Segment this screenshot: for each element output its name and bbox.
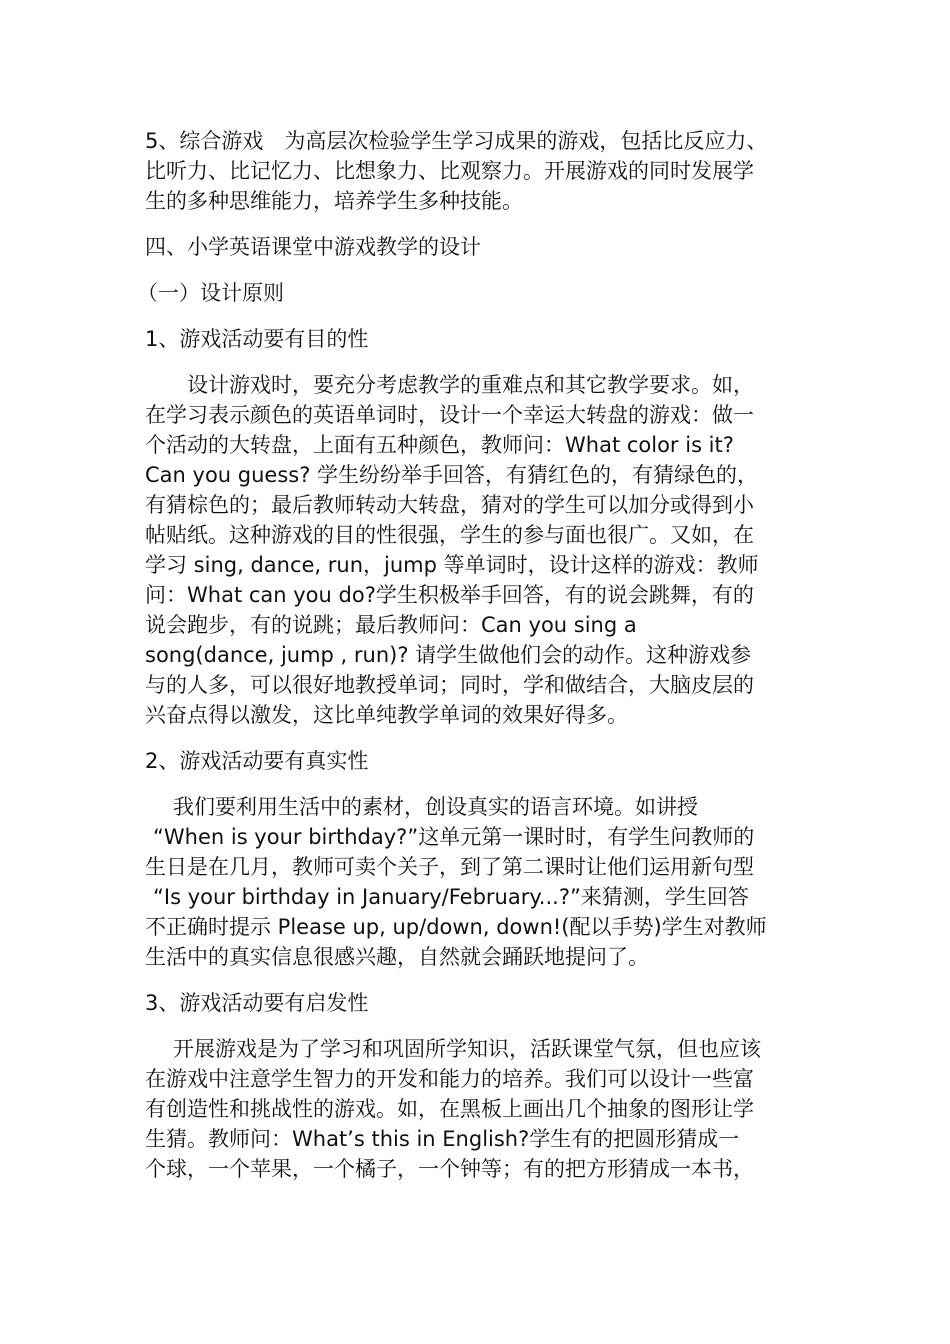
section-four-heading: 四、小学英语课堂中游戏教学的设计 (145, 235, 481, 259)
text-line: 比听力、比记忆力、比想象力、比观察力。开展游戏的同时发展学 (145, 159, 754, 183)
text-line: song(dance, jump , run)? 请学生做他们会的动作。这种游戏参 (145, 643, 752, 667)
text-line: “Is your birthday in January/February...?”来猜测，学生回答 (153, 885, 749, 909)
principle-1-heading: 1、游戏活动要有目的性 (145, 327, 369, 351)
text-line: 我们要利用生活中的素材，创设真实的语言环境。如讲授 (173, 795, 698, 819)
text-line: 设计游戏时，要充分考虑教学的重难点和其它教学要求。如， (187, 373, 754, 397)
text-line: 个球，一个苹果，一个橘子，一个钟等；有的把方形猜成一本书， (145, 1157, 754, 1181)
paragraph-principle-3 (145, 1034, 809, 1184)
text-line: 生日是在几月，教师可卖个关子，到了第二课时让他们运用新句型 (145, 855, 754, 879)
principle-3-heading: 3、游戏活动要有启发性 (145, 991, 369, 1015)
subsection-one-heading: （一）设计原则 (137, 281, 284, 305)
document-page (137, 126, 809, 1184)
text-line: 与的人多，可以很好地教授单词；同时，学和做结合，大脑皮层的 (145, 673, 754, 697)
text-line: 帖贴纸。这种游戏的目的性很强，学生的参与面也很广。又如，在 (145, 523, 754, 547)
text-line: 生活中的真实信息很感兴趣，自然就会踊跃地提问了。 (145, 945, 649, 969)
text-line: 不正确时提示 Please up, up/down, down!(配以手势)学生对教师 (145, 915, 767, 939)
text-line: 在学习表示颜色的英语单词时，设计一个幸运大转盘的游戏：做一 (145, 403, 754, 427)
paragraph-game-5 (145, 126, 809, 216)
text-line: 兴奋点得以激发，这比单纯教学单词的效果好得多。 (145, 703, 628, 727)
text-line: 生猜。教师问：What’s this in English?学生有的把圆形猜成一 (145, 1127, 740, 1151)
text-line: 有创造性和挑战性的游戏。如，在黑板上画出几个抽象的图形让学 (145, 1097, 754, 1121)
text-line: 在游戏中注意学生智力的开发和能力的培养。我们可以设计一些富 (145, 1067, 754, 1091)
text-line: 个活动的大转盘，上面有五种颜色，教师问：What color is it? (145, 433, 734, 457)
paragraph-principle-1 (145, 370, 809, 730)
text-line: 学习 sing, dance, run，jump 等单词时，设计这样的游戏：教师 (145, 553, 759, 577)
text-line: 开展游戏是为了学习和巩固所学知识，活跃课堂气氛，但也应该 (173, 1037, 761, 1061)
text-line: 5、综合游戏 为高层次检验学生学习成果的游戏，包括比反应力、 (145, 129, 768, 153)
paragraph-principle-2 (145, 792, 809, 972)
text-line: 说会跑步，有的说跳；最后教师问：Can you sing a (145, 613, 637, 637)
text-line: 生的多种思维能力，培养学生多种技能。 (145, 189, 523, 213)
text-line: 问：What can you do?学生积极举手回答，有的说会跳舞，有的 (145, 583, 754, 607)
principle-2-heading: 2、游戏活动要有真实性 (145, 749, 369, 773)
text-line: “When is your birthday?”这单元第一课时时，有学生问教师的 (153, 825, 755, 849)
text-line: 有猜棕色的；最后教师转动大转盘，猜对的学生可以加分或得到小 (145, 493, 754, 517)
text-line: Can you guess? 学生纷纷举手回答，有猜红色的，有猜绿色的， (145, 463, 759, 487)
